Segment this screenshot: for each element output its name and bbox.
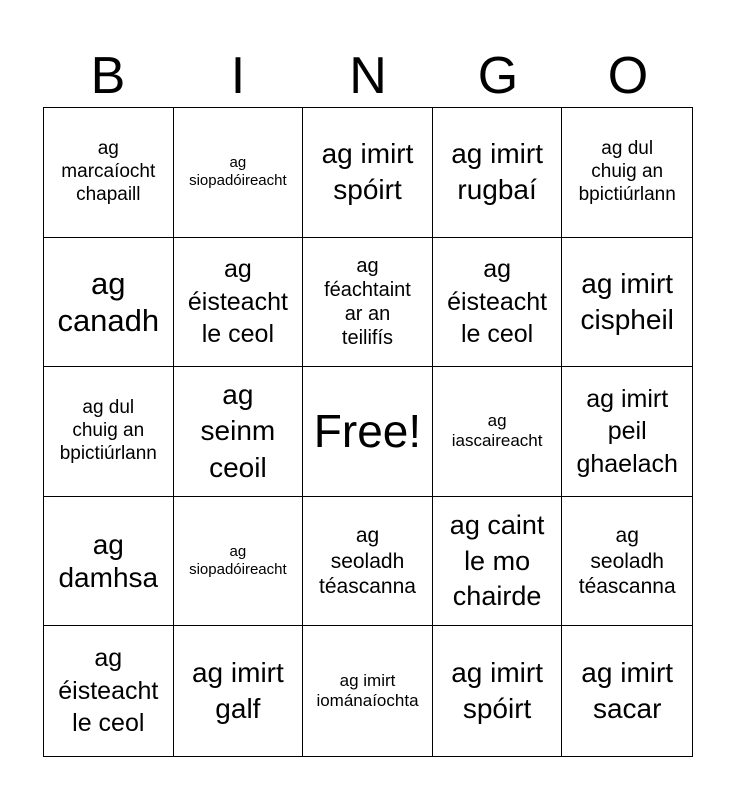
bingo-cell[interactable] (44, 626, 174, 756)
bingo-header (43, 44, 693, 108)
cell-line: ag imirt (581, 656, 674, 688)
cell-line: ag (356, 254, 379, 277)
cell-line: féachtaint (324, 278, 411, 301)
cell-line: ag (487, 411, 507, 431)
cell-line: le ceol (72, 709, 145, 738)
cell-line: siopadóireacht (189, 561, 287, 579)
cell-line: ag (355, 524, 380, 548)
cell-line: ag (229, 154, 247, 172)
bingo-cell[interactable] (44, 108, 174, 238)
cell-line: ghaelach (576, 449, 678, 478)
cell-line: spóirt (462, 693, 532, 725)
bingo-cell[interactable] (303, 238, 433, 368)
cell-line: chuig an (591, 160, 664, 182)
bingo-cell[interactable] (433, 497, 563, 627)
cell-line: ag (94, 644, 123, 673)
cell-line: seoladh (330, 549, 405, 573)
cell-line: ag (223, 255, 252, 284)
bingo-cell[interactable] (433, 367, 563, 497)
bingo-cell[interactable] (174, 626, 304, 756)
bingo-cell[interactable] (174, 497, 304, 627)
bingo-cell[interactable] (303, 497, 433, 627)
cell-line: ag dul (601, 138, 654, 160)
bingo-cell[interactable] (174, 108, 304, 238)
cell-line: le mo (464, 545, 531, 576)
cell-line: iománaíochta (316, 691, 419, 711)
header-letter-o: O (607, 47, 649, 105)
cell-line: éisteacht (187, 287, 288, 316)
cell-line: ag (615, 524, 639, 548)
cell-line: seoladh (590, 549, 664, 573)
cell-line: ag imirt (586, 384, 669, 413)
cell-line: ag imirt (581, 267, 674, 299)
cell-line: ag imirt (451, 656, 543, 688)
cell-line: ag (222, 378, 254, 410)
cell-line: bpictiúrlann (578, 183, 676, 205)
cell-line: siopadóireacht (189, 172, 287, 190)
cell-line: ag (91, 265, 126, 301)
bingo-cell[interactable] (174, 238, 304, 368)
bingo-cell[interactable] (44, 238, 174, 368)
cell-line: le ceol (201, 320, 275, 349)
bingo-cell[interactable] (44, 367, 174, 497)
cell-line: peil (607, 417, 647, 446)
cell-line: ag imirt (191, 656, 284, 688)
cell-line: éisteacht (447, 287, 548, 316)
cell-line: damhsa (58, 562, 159, 594)
cell-line: sacar (592, 693, 662, 725)
cell-line: ag imirt (339, 670, 396, 690)
cell-line: chuig an (72, 420, 145, 442)
bingo-cell[interactable] (433, 238, 563, 368)
header-letter-g: G (477, 47, 519, 105)
cell-line: ceoil (209, 451, 267, 483)
bingo-cell[interactable] (562, 497, 692, 627)
cell-line: ag dul (82, 397, 135, 419)
bingo-cell[interactable] (562, 626, 692, 756)
cell-line: ag imirt (321, 137, 414, 169)
cell-line: cispheil (580, 303, 674, 335)
cell-line: ag (92, 528, 124, 560)
cell-line: marcaíocht (61, 160, 156, 182)
cell-line: téascanna (578, 574, 676, 598)
cell-line: spóirt (333, 174, 402, 206)
cell-line: galf (215, 693, 261, 725)
cell-line: iascaireacht (451, 431, 543, 451)
cell-line: téascanna (319, 574, 416, 598)
header-letter-i: I (230, 47, 246, 105)
bingo-cell[interactable] (44, 497, 174, 627)
cell-line: ag (483, 255, 511, 284)
header-letter-n: N (349, 47, 387, 105)
bingo-cell[interactable] (433, 626, 563, 756)
cell-line: ar an (344, 302, 391, 325)
cell-line: éisteacht (58, 676, 159, 705)
cell-line: bpictiúrlann (59, 442, 157, 464)
bingo-cell[interactable] (174, 367, 304, 497)
bingo-cell[interactable] (562, 238, 692, 368)
cell-line: canadh (57, 302, 160, 338)
cell-line: ag imirt (451, 137, 543, 169)
bingo-cell[interactable] (562, 108, 692, 238)
free-space-label: Free! (313, 404, 422, 457)
cell-line: le ceol (460, 320, 534, 349)
bingo-board (43, 107, 693, 757)
cell-line: seinm (200, 415, 276, 447)
header-letter-b: B (90, 47, 126, 105)
cell-line: chapaill (76, 183, 141, 205)
free-space-cell[interactable] (303, 367, 433, 497)
bingo-cell[interactable] (303, 108, 433, 238)
cell-line: chairde (452, 580, 542, 611)
bingo-cell[interactable] (562, 367, 692, 497)
bingo-cell[interactable] (433, 108, 563, 238)
cell-line: rugbaí (457, 174, 537, 206)
cell-line: ag caint (449, 510, 545, 541)
cell-line: ag (97, 138, 119, 160)
cell-line: teilifís (341, 326, 394, 349)
bingo-cell[interactable] (303, 626, 433, 756)
cell-line: ag (229, 543, 247, 561)
